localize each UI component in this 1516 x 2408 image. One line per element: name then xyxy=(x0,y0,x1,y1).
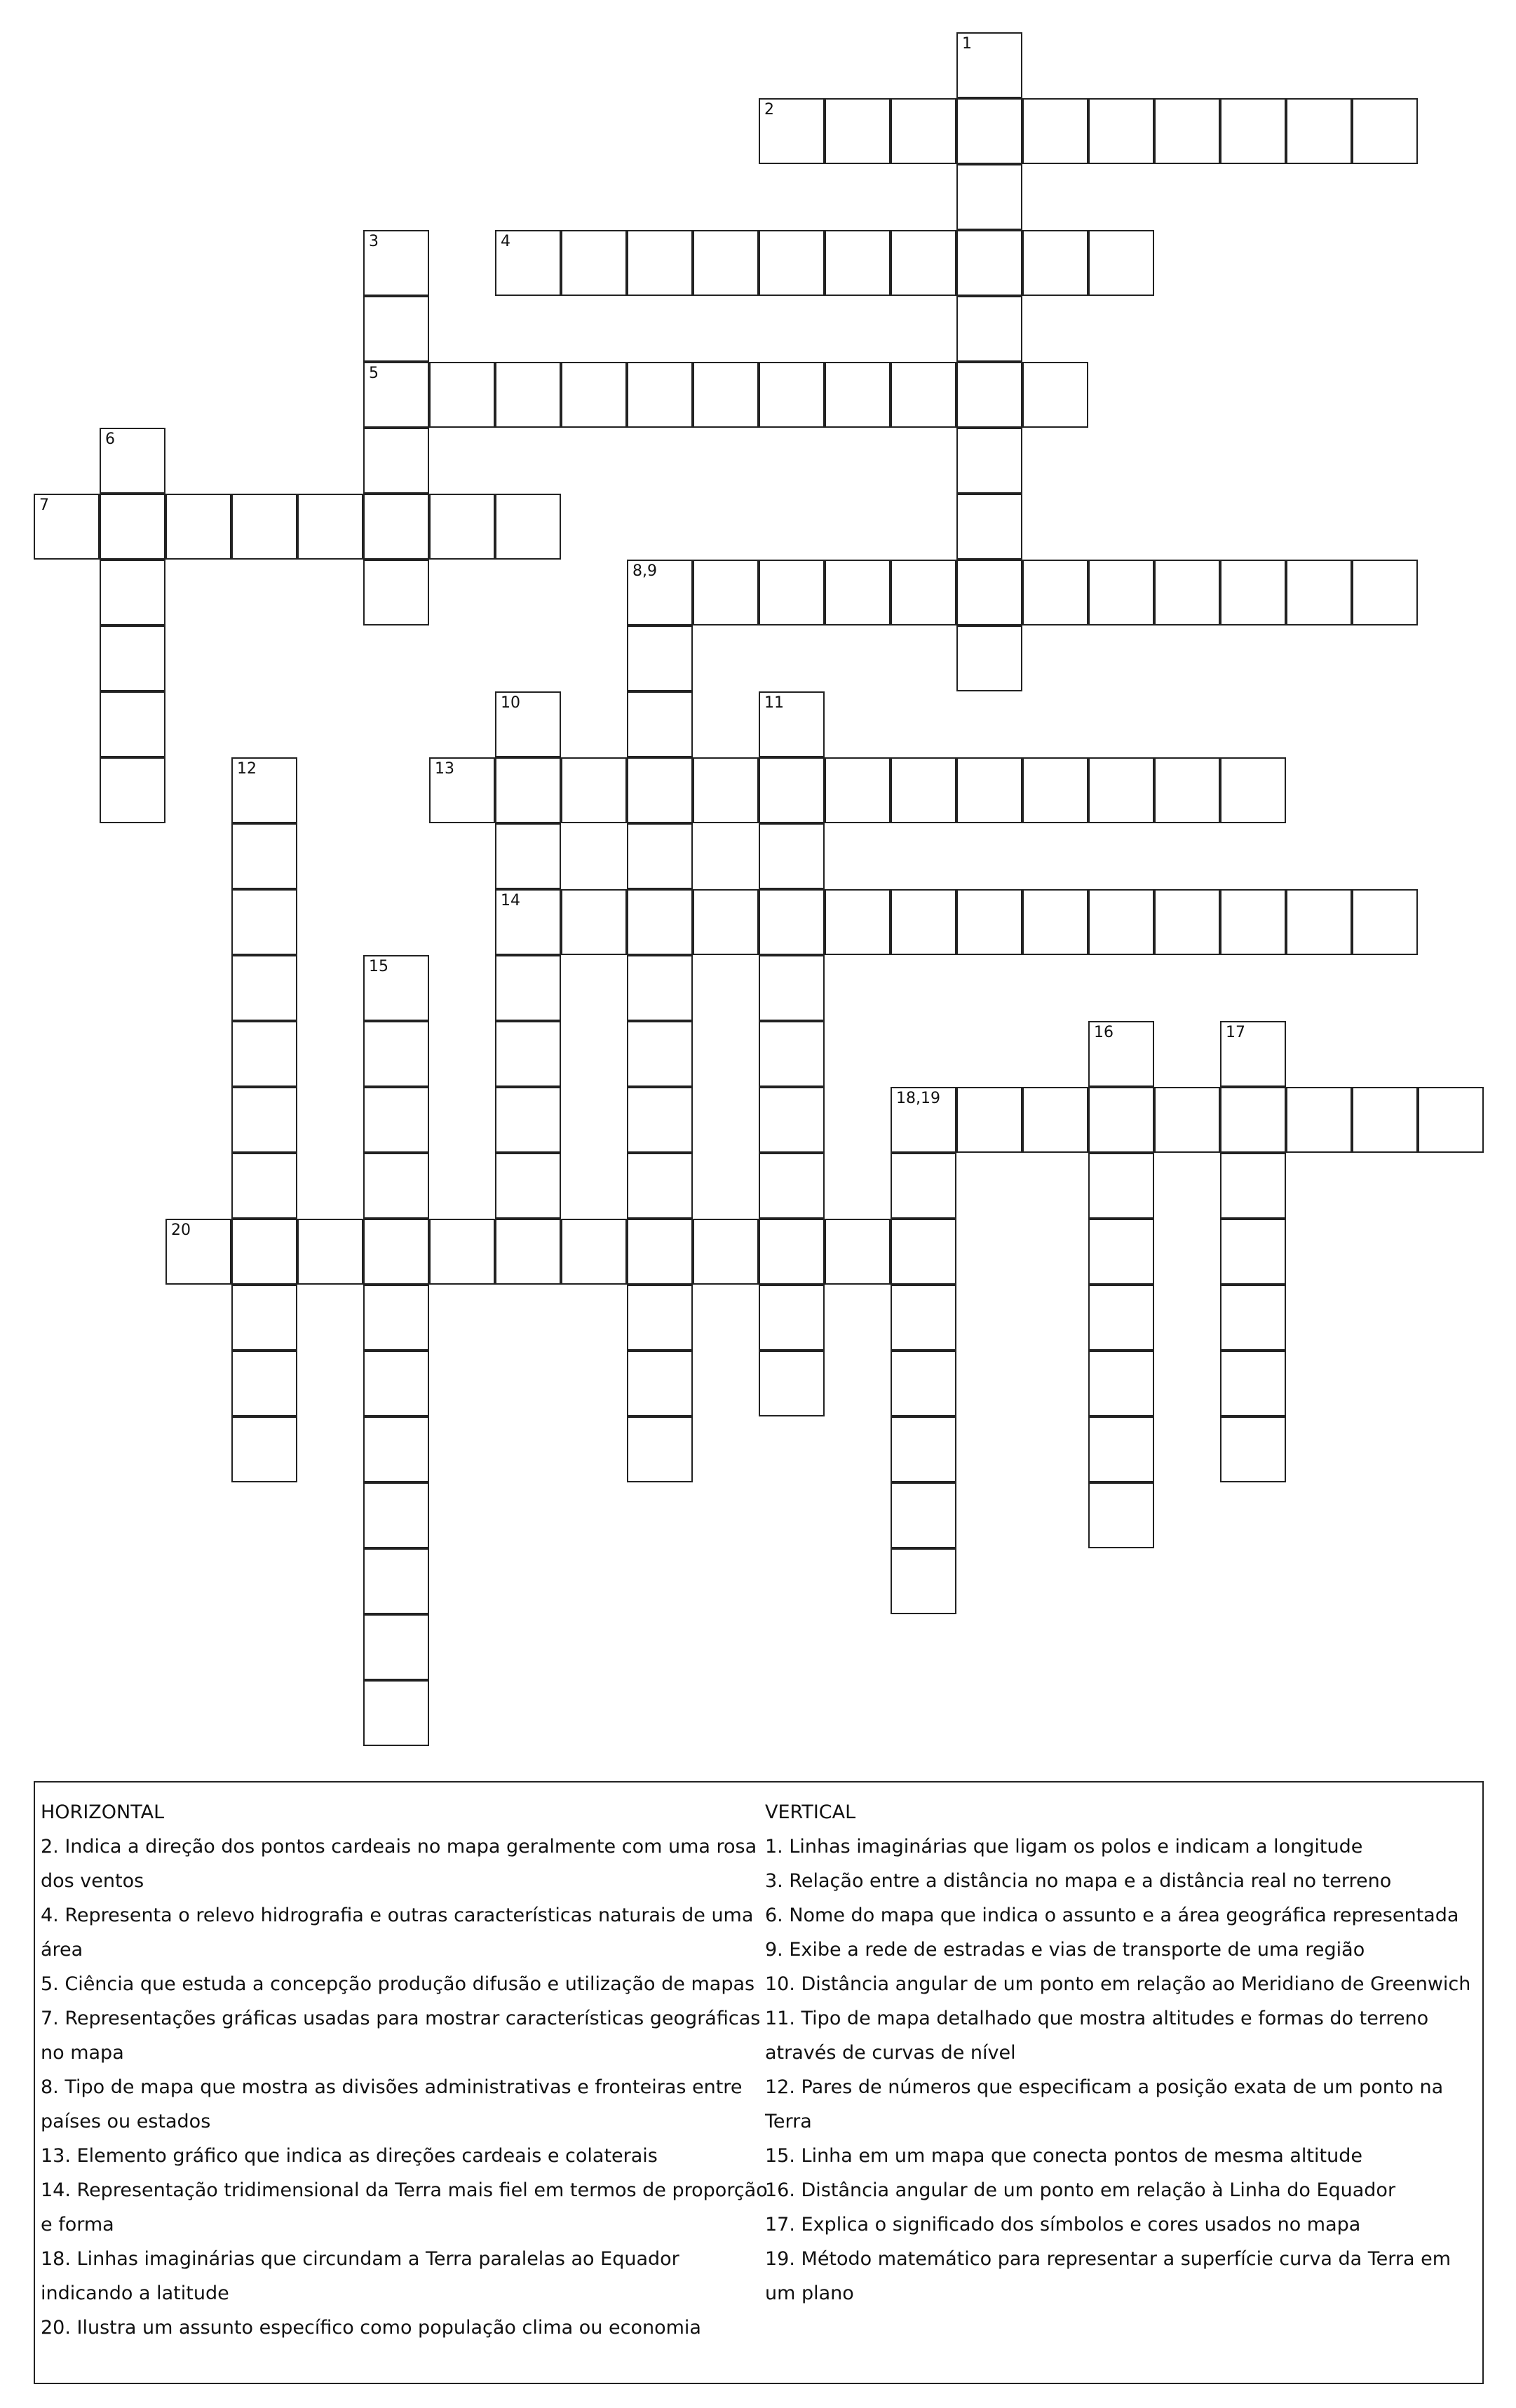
clue-number: 18,19 xyxy=(896,1090,940,1107)
crossword-cell[interactable] xyxy=(561,362,627,428)
crossword-cell[interactable] xyxy=(495,691,561,757)
crossword-cell[interactable] xyxy=(1088,230,1154,296)
crossword-cell[interactable] xyxy=(759,230,825,296)
crossword-cell[interactable] xyxy=(956,164,1022,230)
clue-vertical-15: 15. Linha em um mapa que conecta pontos de mesma altitude xyxy=(765,2145,1362,2167)
crossword-cell[interactable] xyxy=(363,362,429,428)
crossword-cell[interactable] xyxy=(627,757,693,823)
crossword-cell[interactable] xyxy=(1022,560,1088,625)
crossword-cell[interactable] xyxy=(627,823,693,889)
crossword-cell[interactable] xyxy=(1352,889,1418,955)
crossword-cell[interactable] xyxy=(297,494,363,560)
crossword-cell[interactable] xyxy=(495,230,561,296)
crossword-cell[interactable] xyxy=(956,625,1022,691)
crossword-cell[interactable] xyxy=(1352,560,1418,625)
crossword-cell[interactable] xyxy=(891,1087,956,1153)
crossword-cell[interactable] xyxy=(495,889,561,955)
crossword-cell[interactable] xyxy=(1088,889,1154,955)
crossword-cell[interactable] xyxy=(956,230,1022,296)
crossword-cell[interactable] xyxy=(363,1219,429,1285)
crossword-cell[interactable] xyxy=(297,1219,363,1285)
crossword-cell[interactable] xyxy=(1286,98,1352,164)
clue-number: 17 xyxy=(1226,1024,1245,1041)
crossword-cell[interactable] xyxy=(495,1021,561,1087)
crossword-cell[interactable] xyxy=(891,560,956,625)
crossword-cell[interactable] xyxy=(1022,757,1088,823)
crossword-cell[interactable] xyxy=(1418,1087,1484,1153)
clue-number: 13 xyxy=(435,760,454,778)
crossword-cell[interactable] xyxy=(759,757,825,823)
crossword-cell[interactable] xyxy=(627,625,693,691)
crossword-cell[interactable] xyxy=(231,1087,297,1153)
crossword-cell[interactable] xyxy=(429,494,495,560)
crossword-cell[interactable] xyxy=(231,955,297,1021)
crossword-cell[interactable] xyxy=(1220,757,1286,823)
crossword-cell[interactable] xyxy=(1022,98,1088,164)
crossword-cell[interactable] xyxy=(231,757,297,823)
crossword-cell[interactable] xyxy=(1220,1219,1286,1285)
crossword-cell[interactable] xyxy=(956,757,1022,823)
clue-vertical-17: 17. Explica o significado dos símbolos e cores usados no mapa xyxy=(765,2214,1361,2235)
crossword-cell[interactable] xyxy=(363,1416,429,1482)
crossword-cell[interactable] xyxy=(1022,362,1088,428)
crossword-cell[interactable] xyxy=(891,1285,956,1351)
crossword-cell[interactable] xyxy=(891,230,956,296)
crossword-cell[interactable] xyxy=(100,560,165,625)
horizontal-clues xyxy=(41,1795,770,2345)
crossword-cell[interactable] xyxy=(1088,1285,1154,1351)
crossword-cell[interactable] xyxy=(825,362,891,428)
clue-vertical-19: 19. Método matemático para representar a superfície curva da Terra em um plano xyxy=(765,2248,1451,2304)
crossword-cell[interactable] xyxy=(1220,1416,1286,1482)
crossword-cell[interactable] xyxy=(1088,757,1154,823)
crossword-cell[interactable] xyxy=(1154,889,1220,955)
crossword-cell[interactable] xyxy=(627,1416,693,1482)
clue-horizontal-13: 13. Elemento gráfico que indica as direções cardeais e colaterais xyxy=(41,2145,658,2167)
crossword-cell[interactable] xyxy=(231,1416,297,1482)
crossword-cell[interactable] xyxy=(1220,1087,1286,1153)
clues-box xyxy=(34,1781,1484,2384)
clue-number: 7 xyxy=(39,496,49,514)
crossword-cell[interactable] xyxy=(1220,1285,1286,1351)
clue-vertical-9: 9. Exibe a rede de estradas e vias de transporte de uma região xyxy=(765,1939,1365,1961)
crossword-cell[interactable] xyxy=(1088,98,1154,164)
crossword-cell[interactable] xyxy=(363,1482,429,1548)
crossword-cell[interactable] xyxy=(1286,1087,1352,1153)
clue-vertical-11: 11. Tipo de mapa detalhado que mostra altitudes e formas do terreno através de curvas de nível xyxy=(765,2008,1429,2064)
crossword-cell[interactable] xyxy=(100,757,165,823)
crossword-cell[interactable] xyxy=(627,560,693,625)
crossword-cell[interactable] xyxy=(1088,1153,1154,1219)
crossword-cell[interactable] xyxy=(1022,889,1088,955)
crossword-cell[interactable] xyxy=(363,1285,429,1351)
crossword-cell[interactable] xyxy=(231,889,297,955)
crossword-cell[interactable] xyxy=(627,1219,693,1285)
crossword-cell[interactable] xyxy=(693,362,759,428)
crossword-cell[interactable] xyxy=(627,955,693,1021)
crossword-cell[interactable] xyxy=(1088,1087,1154,1153)
crossword-cell[interactable] xyxy=(495,494,561,560)
clue-number: 20 xyxy=(171,1222,191,1239)
crossword-cell[interactable] xyxy=(956,1087,1022,1153)
crossword-cell[interactable] xyxy=(231,494,297,560)
clue-horizontal-2: 2. Indica a direção dos pontos cardeais no mapa geralmente com uma rosa dos ventos xyxy=(41,1836,757,1892)
crossword-cell[interactable] xyxy=(1286,560,1352,625)
crossword-cell[interactable] xyxy=(759,362,825,428)
crossword-cell[interactable] xyxy=(1220,98,1286,164)
crossword-cell[interactable] xyxy=(363,1680,429,1746)
crossword-cell[interactable] xyxy=(759,1021,825,1087)
crossword-cell[interactable] xyxy=(561,230,627,296)
crossword-cell[interactable] xyxy=(231,1285,297,1351)
crossword-cell[interactable] xyxy=(956,296,1022,362)
crossword-cell[interactable] xyxy=(1088,1219,1154,1285)
crossword-cell[interactable] xyxy=(1088,560,1154,625)
clue-vertical-12: 12. Pares de números que especificam a posição exata de um ponto na Terra xyxy=(765,2076,1444,2132)
crossword-cell[interactable] xyxy=(759,1087,825,1153)
crossword-cell[interactable] xyxy=(759,1153,825,1219)
crossword-cell[interactable] xyxy=(891,1351,956,1416)
crossword-cell[interactable] xyxy=(759,1285,825,1351)
crossword-cell[interactable] xyxy=(956,362,1022,428)
crossword-cell[interactable] xyxy=(231,1351,297,1416)
clue-horizontal-20: 20. Ilustra um assunto específico como população clima ou economia xyxy=(41,2317,701,2339)
clue-horizontal-18: 18. Linhas imaginárias que circundam a Terra paralelas ao Equador indicando a latitude xyxy=(41,2248,679,2304)
crossword-cell[interactable] xyxy=(891,1548,956,1614)
clue-number: 2 xyxy=(764,101,774,119)
crossword-cell[interactable] xyxy=(891,1153,956,1219)
vertical-title: VERTICAL xyxy=(765,1801,856,1823)
clue-number: 12 xyxy=(237,760,257,778)
crossword-cell[interactable] xyxy=(1154,757,1220,823)
crossword-cell[interactable] xyxy=(693,230,759,296)
crossword-cell[interactable] xyxy=(1088,1416,1154,1482)
crossword-cell[interactable] xyxy=(495,955,561,1021)
crossword-cell[interactable] xyxy=(231,1021,297,1087)
crossword-cell[interactable] xyxy=(561,889,627,955)
crossword-cell[interactable] xyxy=(693,889,759,955)
crossword-cell[interactable] xyxy=(363,1021,429,1087)
crossword-cell[interactable] xyxy=(495,1219,561,1285)
crossword-cell[interactable] xyxy=(34,494,100,560)
crossword-cell[interactable] xyxy=(891,1482,956,1548)
crossword-cell[interactable] xyxy=(100,428,165,494)
crossword-cell[interactable] xyxy=(1220,560,1286,625)
crossword-cell[interactable] xyxy=(825,98,891,164)
crossword-cell[interactable] xyxy=(759,889,825,955)
crossword-cell[interactable] xyxy=(363,1153,429,1219)
clue-vertical-10: 10. Distância angular de um ponto em relação ao Meridiano de Greenwich xyxy=(765,1973,1471,1995)
crossword-cell[interactable] xyxy=(759,1219,825,1285)
crossword-cell[interactable] xyxy=(759,955,825,1021)
crossword-cell[interactable] xyxy=(1154,98,1220,164)
clue-vertical-3: 3. Relação entre a distância no mapa e a distância real no terreno xyxy=(765,1870,1392,1892)
crossword-cell[interactable] xyxy=(627,1087,693,1153)
crossword-cell[interactable] xyxy=(759,98,825,164)
crossword-cell[interactable] xyxy=(693,757,759,823)
clue-horizontal-14: 14. Representação tridimensional da Terra mais fiel em termos de proporção e forma xyxy=(41,2179,768,2235)
crossword-cell[interactable] xyxy=(825,757,891,823)
crossword-cell[interactable] xyxy=(627,691,693,757)
crossword-cell[interactable] xyxy=(495,757,561,823)
crossword-cell[interactable] xyxy=(363,1087,429,1153)
crossword-cell[interactable] xyxy=(825,889,891,955)
clue-number: 15 xyxy=(369,958,388,975)
crossword-cell[interactable] xyxy=(1022,230,1088,296)
crossword-cell[interactable] xyxy=(1088,1482,1154,1548)
clue-horizontal-4: 4. Representa o relevo hidrografia e outras características naturais de uma área xyxy=(41,1905,754,1961)
clue-vertical-6: 6. Nome do mapa que indica o assunto e a área geográfica representada xyxy=(765,1905,1459,1926)
crossword-cell[interactable] xyxy=(495,823,561,889)
crossword-cell[interactable] xyxy=(495,1153,561,1219)
crossword-cell[interactable] xyxy=(627,1153,693,1219)
clue-number: 10 xyxy=(501,694,520,712)
crossword-cell[interactable] xyxy=(825,560,891,625)
crossword-cell[interactable] xyxy=(693,1219,759,1285)
crossword-cell[interactable] xyxy=(1352,98,1418,164)
crossword-cell[interactable] xyxy=(1352,1087,1418,1153)
crossword-cell[interactable] xyxy=(891,1416,956,1482)
crossword-cell[interactable] xyxy=(1220,1351,1286,1416)
clue-number: 14 xyxy=(501,892,520,909)
clue-number: 4 xyxy=(501,233,510,250)
crossword-cell[interactable] xyxy=(165,1219,231,1285)
crossword-cell[interactable] xyxy=(495,362,561,428)
crossword-cell[interactable] xyxy=(429,362,495,428)
crossword-cell[interactable] xyxy=(825,230,891,296)
crossword-cell[interactable] xyxy=(956,494,1022,560)
clue-vertical-1: 1. Linhas imaginárias que ligam os polos e indicam a longitude xyxy=(765,1836,1363,1858)
crossword-cell[interactable] xyxy=(429,757,495,823)
crossword-cell[interactable] xyxy=(100,691,165,757)
crossword-cell[interactable] xyxy=(891,98,956,164)
crossword-cell[interactable] xyxy=(891,757,956,823)
crossword-cell[interactable] xyxy=(759,823,825,889)
crossword-cell[interactable] xyxy=(231,823,297,889)
crossword-cell[interactable] xyxy=(231,1219,297,1285)
clue-number: 5 xyxy=(369,365,379,382)
crossword-cell[interactable] xyxy=(495,1087,561,1153)
crossword-cell[interactable] xyxy=(1154,1087,1220,1153)
crossword-cell[interactable] xyxy=(891,1219,956,1285)
crossword-cell[interactable] xyxy=(363,1614,429,1680)
crossword-cell[interactable] xyxy=(363,1351,429,1416)
crossword-cell[interactable] xyxy=(627,1351,693,1416)
crossword-cell[interactable] xyxy=(1154,560,1220,625)
crossword-cell[interactable] xyxy=(1088,1021,1154,1087)
crossword-cell[interactable] xyxy=(363,296,429,362)
clue-number: 8,9 xyxy=(632,562,657,580)
clue-number: 1 xyxy=(962,35,972,53)
crossword-cell[interactable] xyxy=(363,230,429,296)
crossword-cell[interactable] xyxy=(891,889,956,955)
crossword-cell[interactable] xyxy=(363,955,429,1021)
crossword-cell[interactable] xyxy=(561,757,627,823)
horizontal-title: HORIZONTAL xyxy=(41,1801,165,1823)
crossword-cell[interactable] xyxy=(363,1548,429,1614)
crossword-cell[interactable] xyxy=(891,362,956,428)
crossword-cell[interactable] xyxy=(231,1153,297,1219)
crossword-cell[interactable] xyxy=(759,560,825,625)
crossword-cell[interactable] xyxy=(1088,1351,1154,1416)
crossword-cell[interactable] xyxy=(627,889,693,955)
crossword-cell[interactable] xyxy=(561,1219,627,1285)
crossword-cell[interactable] xyxy=(825,1219,891,1285)
crossword-cell[interactable] xyxy=(1286,889,1352,955)
clue-number: 3 xyxy=(369,233,379,250)
crossword-cell[interactable] xyxy=(956,32,1022,98)
crossword-cell[interactable] xyxy=(956,560,1022,625)
crossword-cell[interactable] xyxy=(1220,1153,1286,1219)
crossword-cell[interactable] xyxy=(956,889,1022,955)
vertical-clues xyxy=(765,1795,1480,2311)
crossword-cell[interactable] xyxy=(956,98,1022,164)
crossword-cell[interactable] xyxy=(363,494,429,560)
clue-number: 6 xyxy=(105,431,115,448)
crossword-cell[interactable] xyxy=(759,691,825,757)
crossword-cell[interactable] xyxy=(627,1285,693,1351)
crossword-cell[interactable] xyxy=(100,625,165,691)
crossword-cell[interactable] xyxy=(1022,1087,1088,1153)
clue-number: 16 xyxy=(1094,1024,1114,1041)
crossword-cell[interactable] xyxy=(165,494,231,560)
clue-horizontal-8: 8. Tipo de mapa que mostra as divisões administrativas e fronteiras entre países ou estados xyxy=(41,2076,743,2132)
crossword-cell[interactable] xyxy=(627,362,693,428)
crossword-cell[interactable] xyxy=(759,1351,825,1416)
crossword-cell[interactable] xyxy=(693,560,759,625)
crossword-cell[interactable] xyxy=(363,428,429,494)
crossword-cell[interactable] xyxy=(627,230,693,296)
clue-number: 11 xyxy=(764,694,784,712)
crossword-cell[interactable] xyxy=(429,1219,495,1285)
clue-vertical-16: 16. Distância angular de um ponto em relação à Linha do Equador xyxy=(765,2179,1396,2201)
crossword-cell[interactable] xyxy=(100,494,165,560)
crossword-cell[interactable] xyxy=(627,1021,693,1087)
crossword-cell[interactable] xyxy=(1220,889,1286,955)
clue-horizontal-5: 5. Ciência que estuda a concepção produção difusão e utilização de mapas xyxy=(41,1973,755,1995)
crossword-cell[interactable] xyxy=(1220,1021,1286,1087)
crossword-cell[interactable] xyxy=(956,428,1022,494)
clue-horizontal-7: 7. Representações gráficas usadas para mostrar características geográficas no mapa xyxy=(41,2008,761,2064)
crossword-cell[interactable] xyxy=(363,560,429,625)
